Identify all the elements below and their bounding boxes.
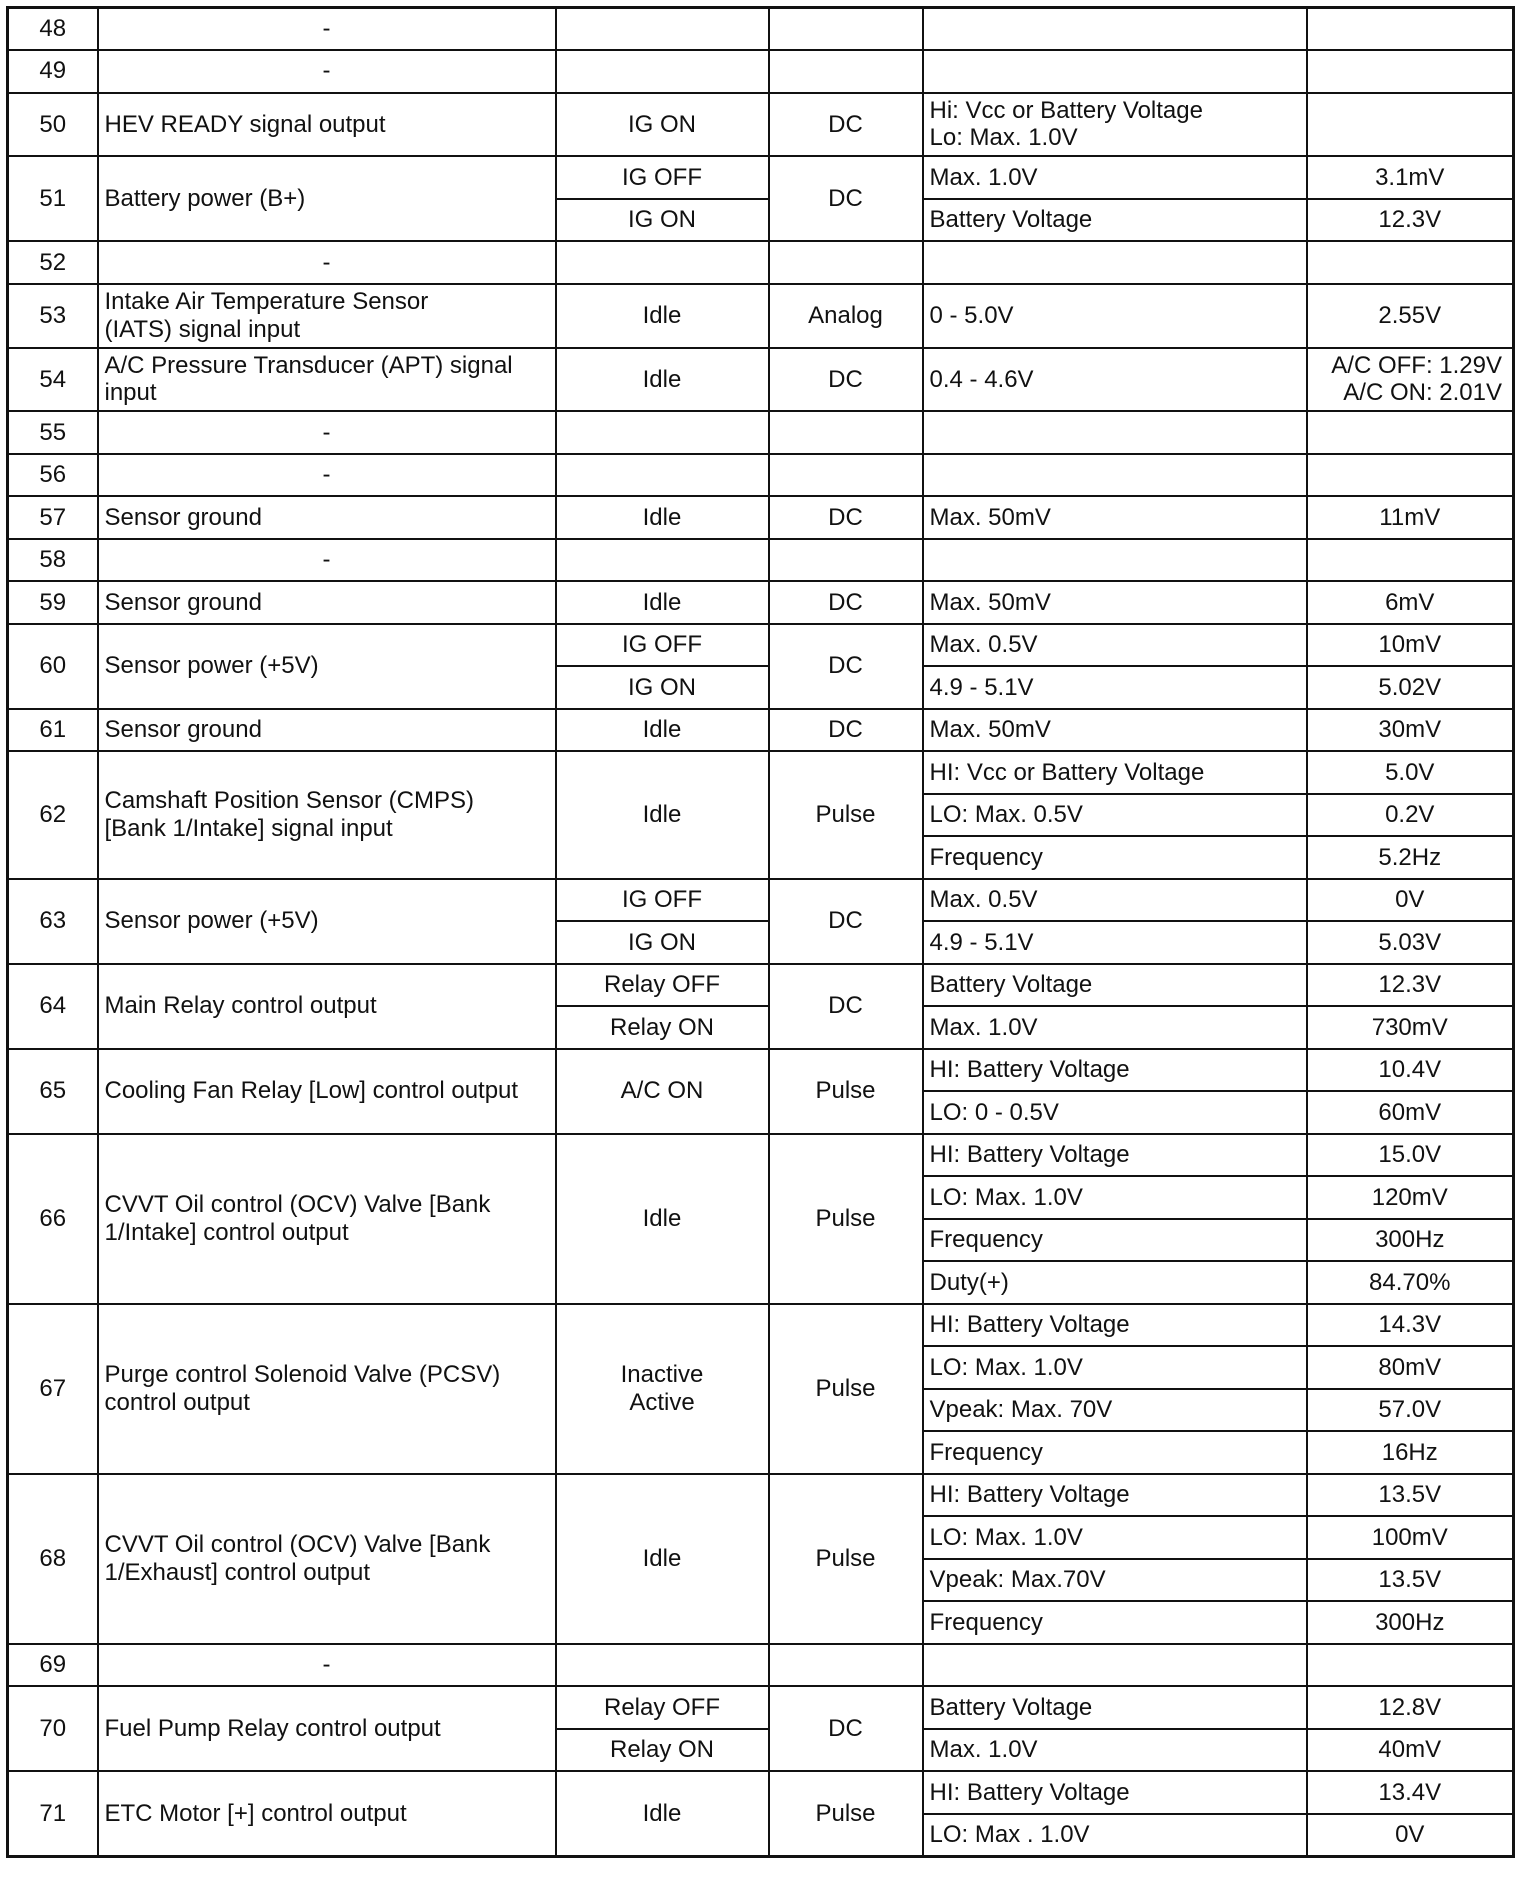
spec-cell: Battery Voltage: [923, 964, 1307, 1007]
signal-type-cell: DC: [769, 581, 923, 624]
pin-description: Camshaft Position Sensor (CMPS) [Bank 1/Intake] signal input: [98, 751, 556, 879]
table-row: [8, 496, 1514, 539]
condition-cell: [556, 539, 769, 582]
pin-number: 62: [8, 751, 98, 879]
value-cell: 40mV: [1307, 1729, 1514, 1772]
table-row: [8, 1644, 1514, 1687]
signal-type-cell: Pulse: [769, 1771, 923, 1856]
pin-description: CVVT Oil control (OCV) Valve [Bank 1/Intake] control output: [98, 1134, 556, 1304]
condition-cell: IG ON: [556, 93, 769, 157]
spec-cell: Frequency: [923, 1431, 1307, 1474]
pin-description: Intake Air Temperature Sensor (IATS) signal input: [98, 284, 556, 348]
pin-description: Battery power (B+): [98, 156, 556, 241]
spec-cell: HI: Vcc or Battery Voltage: [923, 751, 1307, 794]
pin-number: 48: [8, 8, 98, 51]
spec-cell: 4.9 - 5.1V: [923, 666, 1307, 709]
signal-type-cell: Pulse: [769, 1474, 923, 1644]
value-cell: 5.03V: [1307, 921, 1514, 964]
table-row: [8, 751, 1514, 794]
table-row: [8, 1134, 1514, 1177]
spec-cell: Max. 0.5V: [923, 879, 1307, 922]
spec-cell: LO: Max . 1.0V: [923, 1814, 1307, 1857]
value-cell: 80mV: [1307, 1346, 1514, 1389]
table-row: [8, 411, 1514, 454]
pin-number: 66: [8, 1134, 98, 1304]
table-row: [8, 581, 1514, 624]
pin-number: 57: [8, 496, 98, 539]
table-row: [8, 348, 1514, 412]
pin-description: CVVT Oil control (OCV) Valve [Bank 1/Exhaust] control output: [98, 1474, 556, 1644]
signal-type-cell: DC: [769, 624, 923, 709]
spec-cell: 0.4 - 4.6V: [923, 348, 1307, 412]
value-cell: [1307, 50, 1514, 93]
spec-cell: LO: Max. 0.5V: [923, 794, 1307, 837]
condition-cell: Relay ON: [556, 1006, 769, 1049]
condition-cell: [556, 411, 769, 454]
spec-cell: HI: Battery Voltage: [923, 1049, 1307, 1092]
pin-description: -: [98, 1644, 556, 1687]
condition-cell: Relay OFF: [556, 1686, 769, 1729]
value-cell: 60mV: [1307, 1091, 1514, 1134]
condition-cell: Idle: [556, 284, 769, 348]
spec-cell: [923, 8, 1307, 51]
pin-number: 50: [8, 93, 98, 157]
pin-number: 69: [8, 1644, 98, 1687]
signal-type-cell: DC: [769, 156, 923, 241]
pin-description: -: [98, 241, 556, 284]
spec-cell: Hi: Vcc or Battery Voltage Lo: Max. 1.0V: [923, 93, 1307, 157]
pin-description: Sensor power (+5V): [98, 624, 556, 709]
table-row: [8, 539, 1514, 582]
pin-number: 51: [8, 156, 98, 241]
spec-cell: LO: Max. 1.0V: [923, 1176, 1307, 1219]
value-cell: 10mV: [1307, 624, 1514, 667]
table-row: [8, 624, 1514, 667]
value-cell: 120mV: [1307, 1176, 1514, 1219]
pin-number: 68: [8, 1474, 98, 1644]
pin-description: HEV READY signal output: [98, 93, 556, 157]
pin-number: 52: [8, 241, 98, 284]
pin-number: 63: [8, 879, 98, 964]
signal-type-cell: Analog: [769, 284, 923, 348]
pin-description: A/C Pressure Transducer (APT) signal input: [98, 348, 556, 412]
condition-cell: [556, 50, 769, 93]
value-cell: 13.5V: [1307, 1474, 1514, 1517]
value-cell: 57.0V: [1307, 1389, 1514, 1432]
pin-number: 61: [8, 709, 98, 752]
pin-spec-table-body: [8, 8, 1514, 1857]
spec-cell: HI: Battery Voltage: [923, 1474, 1307, 1517]
signal-type-cell: DC: [769, 348, 923, 412]
spec-cell: [923, 50, 1307, 93]
condition-cell: IG ON: [556, 666, 769, 709]
condition-cell: Idle: [556, 1134, 769, 1304]
table-row: [8, 93, 1514, 157]
value-cell: 300Hz: [1307, 1601, 1514, 1644]
value-cell: 16Hz: [1307, 1431, 1514, 1474]
pin-number: 54: [8, 348, 98, 412]
spec-cell: [923, 539, 1307, 582]
condition-cell: Idle: [556, 1771, 769, 1856]
spec-cell: HI: Battery Voltage: [923, 1771, 1307, 1814]
value-cell: 0V: [1307, 879, 1514, 922]
value-cell: 12.3V: [1307, 199, 1514, 242]
spec-cell: Max. 50mV: [923, 496, 1307, 539]
pin-number: 64: [8, 964, 98, 1049]
condition-cell: [556, 241, 769, 284]
pin-description: Sensor ground: [98, 709, 556, 752]
table-row: [8, 1771, 1514, 1814]
value-cell: 100mV: [1307, 1516, 1514, 1559]
pin-description: Sensor ground: [98, 496, 556, 539]
value-cell: 30mV: [1307, 709, 1514, 752]
value-cell: [1307, 539, 1514, 582]
condition-cell: Idle: [556, 751, 769, 879]
table-row: [8, 1686, 1514, 1729]
table-row: [8, 454, 1514, 497]
value-cell: 0.2V: [1307, 794, 1514, 837]
condition-cell: Idle: [556, 1474, 769, 1644]
signal-type-cell: DC: [769, 93, 923, 157]
spec-cell: LO: 0 - 0.5V: [923, 1091, 1307, 1134]
signal-type-cell: [769, 241, 923, 284]
pin-number: 58: [8, 539, 98, 582]
value-cell: 5.0V: [1307, 751, 1514, 794]
condition-cell: Relay ON: [556, 1729, 769, 1772]
table-row: [8, 1049, 1514, 1092]
spec-cell: Battery Voltage: [923, 1686, 1307, 1729]
spec-cell: Frequency: [923, 1219, 1307, 1262]
value-cell: [1307, 411, 1514, 454]
pin-number: 60: [8, 624, 98, 709]
pin-number: 71: [8, 1771, 98, 1856]
spec-cell: Max. 50mV: [923, 709, 1307, 752]
pin-description: -: [98, 539, 556, 582]
pin-description: Fuel Pump Relay control output: [98, 1686, 556, 1771]
pin-number: 49: [8, 50, 98, 93]
value-cell: 5.2Hz: [1307, 836, 1514, 879]
signal-type-cell: [769, 411, 923, 454]
signal-type-cell: Pulse: [769, 1134, 923, 1304]
value-cell: [1307, 8, 1514, 51]
signal-type-cell: [769, 454, 923, 497]
condition-cell: Idle: [556, 348, 769, 412]
spec-cell: Max. 50mV: [923, 581, 1307, 624]
table-row: [8, 1474, 1514, 1517]
table-row: [8, 156, 1514, 199]
value-cell: 11mV: [1307, 496, 1514, 539]
value-cell: [1307, 241, 1514, 284]
pin-description: Sensor ground: [98, 581, 556, 624]
table-row: [8, 1304, 1514, 1347]
condition-cell: Idle: [556, 496, 769, 539]
pin-spec-table-container: [6, 6, 1512, 1858]
spec-cell: Frequency: [923, 836, 1307, 879]
value-cell: 10.4V: [1307, 1049, 1514, 1092]
spec-cell: [923, 454, 1307, 497]
value-cell: 730mV: [1307, 1006, 1514, 1049]
pin-description: Cooling Fan Relay [Low] control output: [98, 1049, 556, 1134]
signal-type-cell: [769, 8, 923, 51]
spec-cell: Frequency: [923, 1601, 1307, 1644]
condition-cell: IG OFF: [556, 156, 769, 199]
value-cell: [1307, 93, 1514, 157]
pin-number: 67: [8, 1304, 98, 1474]
signal-type-cell: DC: [769, 1686, 923, 1771]
spec-cell: HI: Battery Voltage: [923, 1134, 1307, 1177]
value-cell: 6mV: [1307, 581, 1514, 624]
spec-cell: LO: Max. 1.0V: [923, 1516, 1307, 1559]
value-cell: 14.3V: [1307, 1304, 1514, 1347]
pin-number: 55: [8, 411, 98, 454]
spec-cell: 0 - 5.0V: [923, 284, 1307, 348]
table-row: [8, 709, 1514, 752]
pin-description: Purge control Solenoid Valve (PCSV) control output: [98, 1304, 556, 1474]
table-row: [8, 50, 1514, 93]
value-cell: 12.3V: [1307, 964, 1514, 1007]
signal-type-cell: Pulse: [769, 751, 923, 879]
signal-type-cell: Pulse: [769, 1304, 923, 1474]
condition-cell: [556, 8, 769, 51]
pin-description: Main Relay control output: [98, 964, 556, 1049]
condition-cell: IG ON: [556, 199, 769, 242]
spec-cell: Battery Voltage: [923, 199, 1307, 242]
value-cell: 13.4V: [1307, 1771, 1514, 1814]
signal-type-cell: [769, 50, 923, 93]
table-row: [8, 284, 1514, 348]
value-cell: 15.0V: [1307, 1134, 1514, 1177]
condition-cell: A/C ON: [556, 1049, 769, 1134]
pin-description: Sensor power (+5V): [98, 879, 556, 964]
spec-cell: Vpeak: Max.70V: [923, 1559, 1307, 1602]
pin-description: -: [98, 8, 556, 51]
value-cell: 84.70%: [1307, 1261, 1514, 1304]
table-row: [8, 964, 1514, 1007]
pin-number: 65: [8, 1049, 98, 1134]
condition-cell: [556, 1644, 769, 1687]
condition-cell: [556, 454, 769, 497]
condition-cell: IG OFF: [556, 879, 769, 922]
value-cell: 12.8V: [1307, 1686, 1514, 1729]
table-row: [8, 241, 1514, 284]
value-cell: [1307, 1644, 1514, 1687]
spec-cell: HI: Battery Voltage: [923, 1304, 1307, 1347]
signal-type-cell: DC: [769, 879, 923, 964]
value-cell: 2.55V: [1307, 284, 1514, 348]
signal-type-cell: DC: [769, 964, 923, 1049]
pin-number: 53: [8, 284, 98, 348]
spec-cell: [923, 1644, 1307, 1687]
table-row: [8, 8, 1514, 51]
signal-type-cell: [769, 539, 923, 582]
spec-cell: Vpeak: Max. 70V: [923, 1389, 1307, 1432]
value-cell: 3.1mV: [1307, 156, 1514, 199]
pin-description: -: [98, 50, 556, 93]
condition-cell: Relay OFF: [556, 964, 769, 1007]
spec-cell: Max. 0.5V: [923, 624, 1307, 667]
table-row: [8, 879, 1514, 922]
condition-cell: Idle: [556, 709, 769, 752]
spec-cell: [923, 241, 1307, 284]
condition-cell: IG OFF: [556, 624, 769, 667]
spec-cell: [923, 411, 1307, 454]
spec-cell: Max. 1.0V: [923, 156, 1307, 199]
signal-type-cell: Pulse: [769, 1049, 923, 1134]
pin-description: -: [98, 454, 556, 497]
spec-cell: Max. 1.0V: [923, 1729, 1307, 1772]
signal-type-cell: DC: [769, 496, 923, 539]
value-cell: 300Hz: [1307, 1219, 1514, 1262]
pin-number: 70: [8, 1686, 98, 1771]
signal-type-cell: [769, 1644, 923, 1687]
value-cell: 5.02V: [1307, 666, 1514, 709]
spec-cell: 4.9 - 5.1V: [923, 921, 1307, 964]
pin-number: 59: [8, 581, 98, 624]
pin-description: -: [98, 411, 556, 454]
value-cell: A/C OFF: 1.29V A/C ON: 2.01V: [1307, 348, 1514, 412]
spec-cell: Duty(+): [923, 1261, 1307, 1304]
signal-type-cell: DC: [769, 709, 923, 752]
value-cell: 13.5V: [1307, 1559, 1514, 1602]
condition-cell: IG ON: [556, 921, 769, 964]
spec-cell: Max. 1.0V: [923, 1006, 1307, 1049]
value-cell: 0V: [1307, 1814, 1514, 1857]
pin-number: 56: [8, 454, 98, 497]
condition-cell: Inactive Active: [556, 1304, 769, 1474]
spec-cell: LO: Max. 1.0V: [923, 1346, 1307, 1389]
value-cell: [1307, 454, 1514, 497]
pin-description: ETC Motor [+] control output: [98, 1771, 556, 1856]
pin-spec-table: [6, 6, 1515, 1858]
condition-cell: Idle: [556, 581, 769, 624]
